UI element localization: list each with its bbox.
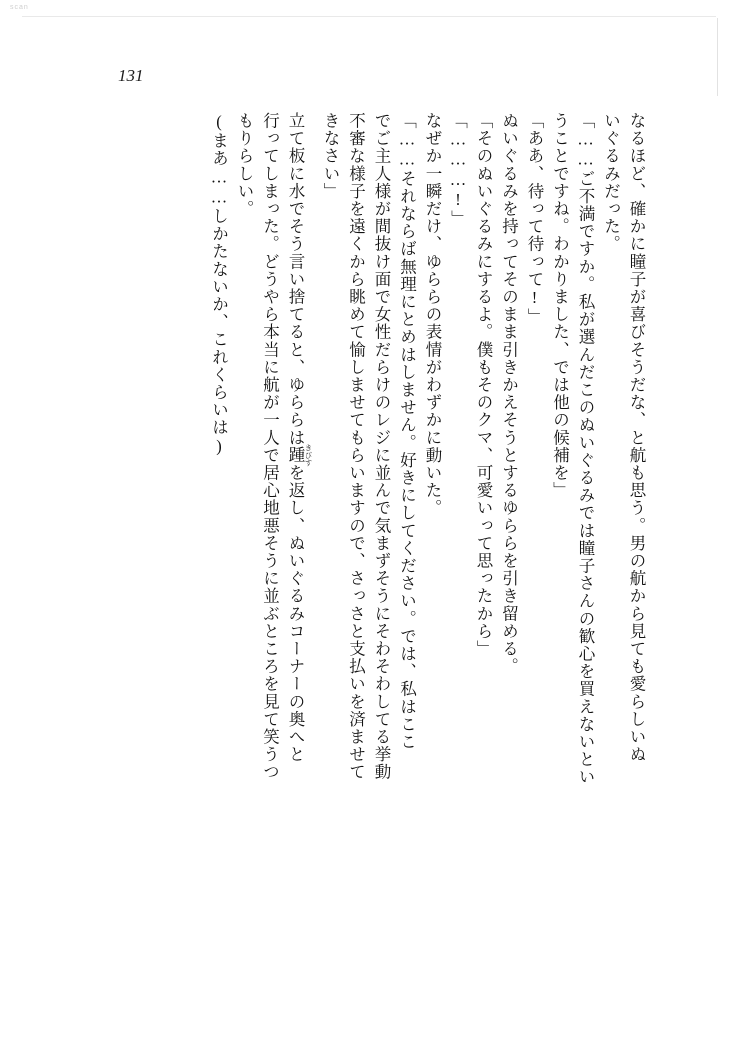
text-column-with-ruby: 立て板に水でそう言い捨てると、ゆららは踵 きびすを返し、ぬいぐるみコーナーの奥へと <box>286 112 313 764</box>
text-column: 不審な様子を遠くから眺めて愉しませてもらいますので、さっさと支払いを済ませて <box>346 112 366 781</box>
text-column: なるほど、確かに瞳子が喜びそうだな、と航も思う。男の航から見ても愛らしいぬ <box>627 112 646 764</box>
text-column: うことですね。わかりました、では他の候補を」 <box>550 112 570 500</box>
text-column: 「ああ、待って待って!」 <box>525 112 544 326</box>
scan-edge-rule-top <box>22 16 716 17</box>
vertical-text-block <box>201 112 644 972</box>
text-column: 「そのぬいぐるみにするよ。僕もそのクマ、可愛いって思ったから」 <box>474 112 493 658</box>
scan-edge-rule-right <box>717 18 718 96</box>
scan-edge-mark: scan <box>10 4 29 11</box>
text-column: ぬいぐるみを持ってそのまま引きかえそうとするゆららを引き留める。 <box>499 112 519 676</box>
text-column: でご主人様が間抜け面で女性だらけのレジに並んで気まずそうにそわそわしてる挙動 <box>372 112 391 781</box>
text-column: いぐるみだった。 <box>601 112 621 253</box>
text-column: もりらしい。 <box>235 112 254 218</box>
text-column: 「………!」 <box>448 112 468 228</box>
text-column: きなさい」 <box>321 112 340 200</box>
text-column: (まあ……しかたないか、これくらいは) <box>209 112 229 457</box>
text-column: なぜか一瞬だけ、ゆららの表情がわずかに動いた。 <box>423 112 442 517</box>
text-column: 「……ご不満ですか。私が選んだこのぬいぐるみでは瞳子さんの歓心を買えないとい <box>576 112 595 786</box>
text-column: 「……それならば無理にとめはしません。好きにしてください。では、私はここ <box>397 112 417 751</box>
text-column: 行ってしまった。どうやら本当に航が一人で居心地悪そうに並ぶところを見て笑うつ <box>260 112 280 781</box>
page-number: 131 <box>118 66 144 85</box>
